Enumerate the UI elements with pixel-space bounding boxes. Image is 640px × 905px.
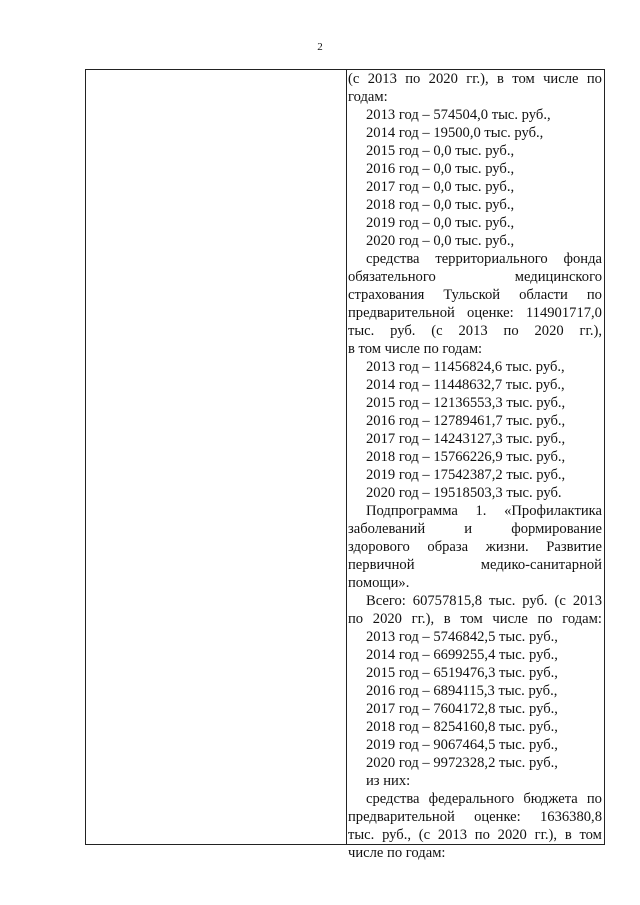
total-line: по 2020 гг.), в том числе по годам: — [348, 611, 602, 627]
total-line: Всего: 60757815,8 тыс. руб. (с 2013 — [366, 593, 602, 609]
subprogram-title-line: первичной медико-санитарной — [348, 557, 602, 573]
funding-year-line: 2013 год – 11456824,6 тыс. руб., — [366, 359, 565, 375]
program-table — [85, 69, 605, 861]
funding-year-line: 2015 год – 6519476,3 тыс. руб., — [366, 665, 558, 681]
text-line: страхования Тульской области по — [348, 287, 602, 303]
funding-year-line: 2019 год – 17542387,2 тыс. руб., — [366, 467, 566, 483]
funding-year-line: 2013 год – 5746842,5 тыс. руб., — [366, 629, 558, 645]
page-number: 2 — [317, 41, 323, 53]
funding-year-line: 2016 год – 6894115,3 тыс. руб., — [366, 683, 558, 699]
funding-year-line: 2016 год – 0,0 тыс. руб., — [366, 161, 515, 177]
funding-year-line: 2018 год – 15766226,9 тыс. руб., — [366, 449, 566, 465]
funding-year-line: 2014 год – 11448632,7 тыс. руб., — [366, 377, 565, 393]
funding-year-line: 2015 год – 0,0 тыс. руб., — [366, 143, 515, 159]
column-divider — [346, 70, 347, 844]
subprogram-title-line: здорового образа жизни. Развитие — [348, 539, 602, 555]
funding-year-line: 2013 год – 574504,0 тыс. руб., — [366, 107, 551, 123]
funding-year-line: 2014 год – 19500,0 тыс. руб., — [366, 125, 544, 141]
funding-year-line: 2017 год – 7604172,8 тыс. руб., — [366, 701, 558, 717]
text-line: числе по годам: — [348, 845, 446, 861]
left-column-cell — [86, 70, 346, 844]
funding-year-line: 2018 год – 0,0 тыс. руб., — [366, 197, 515, 213]
funding-year-line: 2018 год – 8254160,8 тыс. руб., — [366, 719, 558, 735]
text-line: тыс. руб., (с 2013 по 2020 гг.), в том — [348, 827, 602, 843]
text-line: из них: — [366, 773, 411, 789]
funding-year-line: 2020 год – 0,0 тыс. руб., — [366, 233, 515, 249]
funding-year-line: 2019 год – 0,0 тыс. руб., — [366, 215, 515, 231]
text-line: обязательного медицинского — [348, 269, 602, 285]
text-line: (с 2013 по 2020 гг.), в том числе по — [348, 71, 602, 87]
funding-year-line: 2014 год – 6699255,4 тыс. руб., — [366, 647, 558, 663]
text-line: предварительной оценке: 114901717,0 — [348, 305, 602, 321]
funding-year-line: 2016 год – 12789461,7 тыс. руб., — [366, 413, 566, 429]
subprogram-title-line: Подпрограмма 1. «Профилактика — [366, 503, 602, 519]
funding-year-line: 2019 год – 9067464,5 тыс. руб., — [366, 737, 558, 753]
text-line: средства федерального бюджета по — [366, 791, 602, 807]
text-line: в том числе по годам: — [348, 341, 483, 357]
subprogram-title-line: помощи». — [348, 575, 410, 591]
funding-year-line: 2020 год – 9972328,2 тыс. руб., — [366, 755, 558, 771]
text-line: годам: — [348, 89, 388, 105]
text-line: тыс. руб. (с 2013 по 2020 гг.), — [348, 323, 602, 339]
text-line: предварительной оценке: 1636380,8 — [348, 809, 602, 825]
funding-year-line: 2017 год – 0,0 тыс. руб., — [366, 179, 515, 195]
funding-year-line: 2015 год – 12136553,3 тыс. руб., — [366, 395, 566, 411]
funding-year-line: 2020 год – 19518503,3 тыс. руб. — [366, 485, 562, 501]
right-column-cell — [348, 70, 602, 861]
funding-year-line: 2017 год – 14243127,3 тыс. руб., — [366, 431, 566, 447]
subprogram-title-line: заболеваний и формирование — [348, 521, 602, 537]
text-line: средства территориального фонда — [366, 251, 602, 267]
